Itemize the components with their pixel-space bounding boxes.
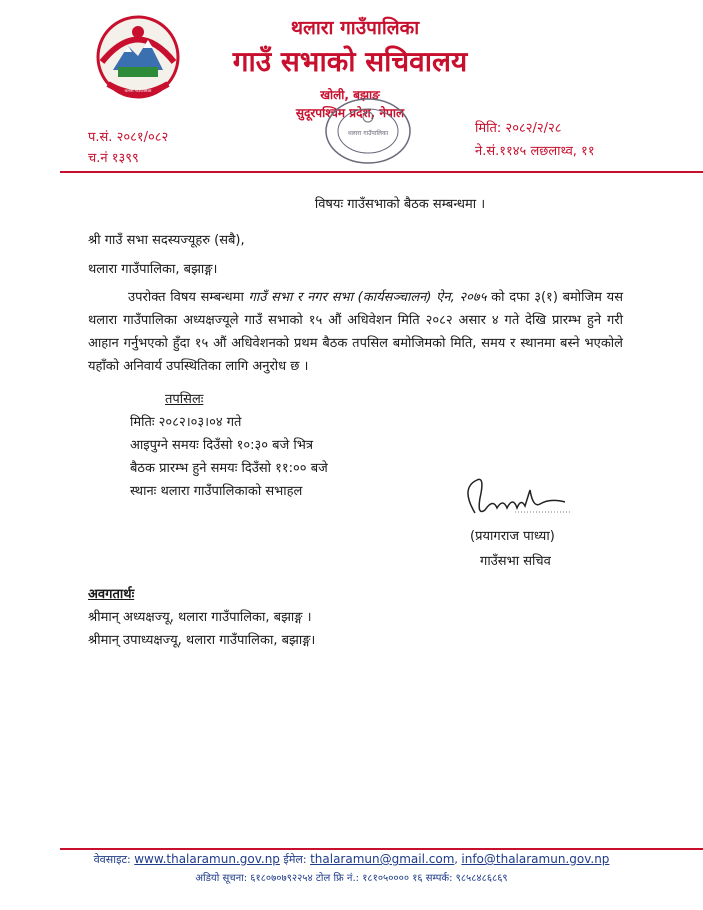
letter-body-paragraph: [88, 286, 623, 378]
details-heading: तपसिलः: [165, 392, 204, 407]
reference-number: प.सं. २०८१/०८२: [88, 130, 169, 145]
email-link-2[interactable]: info@thalaramun.gov.np: [461, 852, 610, 866]
website-link[interactable]: www.thalaramun.gov.np: [134, 852, 280, 866]
cc-list: [88, 606, 315, 652]
addressee-line1: श्री गाउँ सभा सदस्यज्यूहरु (सबै),: [88, 233, 245, 248]
location-line2: सुदूरपश्चिम प्रदेश, नेपाल: [295, 106, 405, 120]
footer-phone-line: अडियो सूचना: ६१८०७०७९२२५४ टोल फ्रि नं.: १८१०५०००० १६ सम्पर्क: ९८५८४८६८६९: [195, 873, 508, 884]
svg-text:थलारा गाउँपालिका: थलारा गाउँपालिका: [347, 130, 389, 137]
letter-subject: विषयः गाउँसभाको बैठक सम्बन्धमा ।: [314, 197, 486, 212]
dispatch-number: च.नं १३९९: [88, 151, 139, 166]
para-end: को दफा ३(१) बमोजिम यस थलारा गाउँपालिका अध्यक्षज्यूले गाउँ सभाको १५ औं अधिवेशन मिति २०८२ असार ४ गते देखि प्रारम्भ हुने गरी आहान गर्नुभएको हुँदा १५ औं अधिवेशनको प्रथम बैठक तपसिल बमोजिमको मिति, समय र स्थानमा बस्ने भएकोले यहाँको अनिवार्य उपस्थितिका लागि अनुरोध छ ।: [88, 290, 623, 374]
addressee-line2: थलारा गाउँपालिका, बझाङ्ग।: [88, 262, 218, 277]
email-label: ईमेल:: [283, 853, 307, 866]
details-list: [130, 411, 328, 503]
svg-text:थलारा गाउँपालिका: थलारा गाउँपालिका: [124, 88, 152, 93]
office-seal-stamp: [318, 95, 418, 167]
nepal-sambat-date: ने.सं.११४५ लछलाथ्व, ११: [475, 144, 595, 159]
cc-heading: अवगतार्थः: [88, 587, 135, 602]
secretariat-title: गाउँ सभाको सचिवालय: [232, 45, 468, 78]
nepal-emblem-logo: [88, 12, 188, 102]
cc-item: श्रीमान् उपाध्यक्षज्यू, थलारा गाउँपालिका, बझाङ्ग।: [88, 633, 316, 648]
location-line1: खोली, बझाङ: [320, 88, 380, 102]
detail-venue: स्थानः थलारा गाउँपालिकाको सभाहल: [130, 484, 303, 499]
detail-arrival-time: आइपुग्ने समयः दिउँसो १०:३० बजे भित्र: [130, 438, 314, 453]
header-divider: [60, 171, 703, 173]
website-label: वेवसाइट:: [93, 853, 131, 866]
act-name: गाउँ सभा र नगर सभा (कार्यसञ्चालन) ऐन, २०७५: [248, 290, 487, 305]
email-link-1[interactable]: thalaramun@gmail.com: [310, 852, 455, 866]
para-start: उपरोक्त विषय सम्बन्धमा: [128, 290, 249, 305]
office-name: थलारा गाउँपालिका: [290, 17, 420, 39]
cc-item: श्रीमान् अध्यक्षज्यू, थलारा गाउँपालिका, बझाङ्ग ।: [88, 610, 312, 625]
letter-date: मिति: २०८२/२/२८: [475, 121, 562, 136]
signer-name: (प्रयागराज पाध्या): [470, 529, 555, 544]
footer-contact: वेवसाइट: www.thalaramun.gov.np ईमेल: thalaramun@gmail.com, info@thalaramun.gov.np: [93, 852, 610, 866]
footer-divider: [60, 848, 703, 850]
detail-start-time: बैठक प्रारम्भ हुने समयः दिउँसो ११:०० बजे: [130, 461, 328, 476]
handwritten-signature: [455, 468, 575, 528]
detail-date: मितिः २०८२।०३।०४ गते: [130, 415, 242, 430]
signer-title: गाउँसभा सचिव: [480, 554, 551, 569]
